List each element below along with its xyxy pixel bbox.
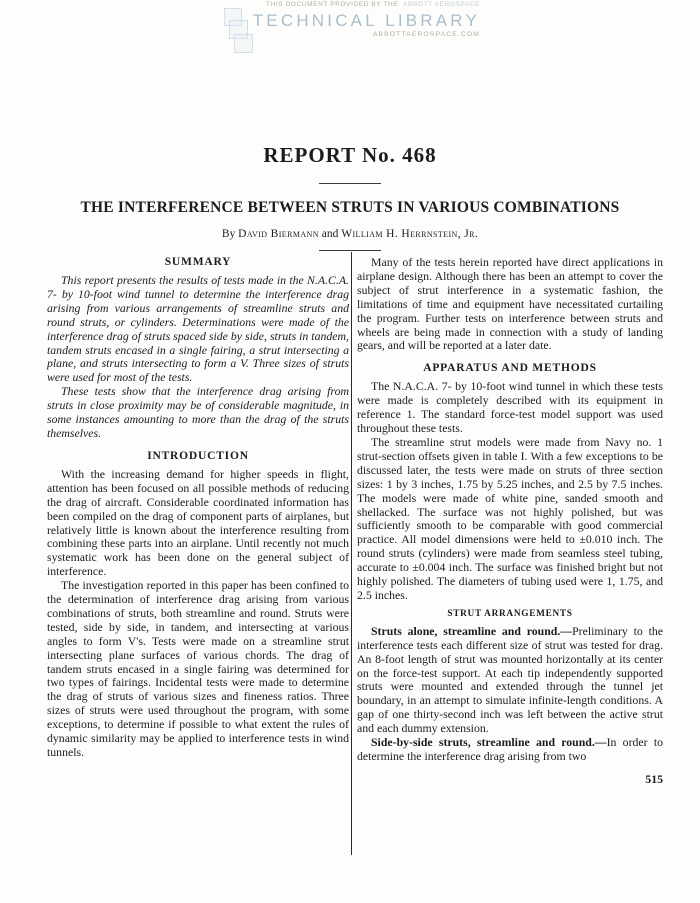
introduction-heading: INTRODUCTION <box>147 449 249 462</box>
byline <box>0 228 700 240</box>
watermark-provider-prefix: THIS DOCUMENT PROVIDED BY THE <box>266 1 399 8</box>
strut-arrangements-heading: STRUT ARRANGEMENTS <box>447 608 573 619</box>
right-column <box>357 256 663 787</box>
watermark-provider-line <box>222 2 480 9</box>
struts-alone-paragraph <box>357 625 663 736</box>
applications-paragraph: Many of the tests herein reported have direct applications in airplane design. Although there has been an attempt to cover the subject of strut interference in a systematic fashion, the limitations of time and equipment have necessitated curtailing the program. Further tests on interference between struts and wheels are being made in connection with a study of landing gears, and will be reported at a later date. <box>357 255 663 353</box>
stacked-pages-icon <box>224 6 254 58</box>
byline-prefix: By <box>221 228 236 240</box>
title-rule-bottom <box>319 250 381 251</box>
summary-heading: SUMMARY <box>164 256 232 268</box>
apparatus-paragraph: The N.A.C.A. 7- by 10-foot wind tunnel in which these tests were made is completely described with its equipment in reference 1. The standard force-test model support was used throughout these tests. <box>357 379 663 436</box>
watermark-brand: ABBOTT AEROSPACE <box>403 1 480 8</box>
struts-alone-lead: Struts alone, streamline and round.— <box>371 623 573 638</box>
apparatus-heading: APPARATUS AND METHODS <box>423 362 597 375</box>
report-number: REPORT No. 468 <box>263 143 437 167</box>
side-by-side-lead: Side-by-side struts, streamline and round.— <box>371 735 607 750</box>
watermark <box>222 2 480 38</box>
introduction-paragraph: The investigation reported in this paper has been confined to the determination of interference drag arising from various combinations of struts, both streamline and round. Struts were tested, side by side, in tandem, and intersecting at various angles to form V's. Tests were made on a streamline strut intersecting plane surfaces of various chords. The drag of tandem struts encased in a single fairing was determined for two types of fairings. Incidental tests were made to determine the drag of struts of various sizes and fineness ratios. Three sizes of struts were used throughout the program, with some exceptions, to determine if possible to what extent the rules of dynamic similarity may be applied to interference tests in wind tunnels. <box>47 578 349 759</box>
watermark-website: ABBOTTAEROSPACE.COM <box>372 30 480 38</box>
byline-conjunction: and <box>321 228 339 240</box>
report-title: THE INTERFERENCE BETWEEN STRUTS IN VARIOUS COMBINATIONS <box>80 199 620 216</box>
side-by-side-paragraph <box>357 736 663 764</box>
author-2: William H. Herrnstein, Jr. <box>341 228 479 240</box>
left-column <box>47 256 349 760</box>
title-block <box>0 143 700 251</box>
column-divider-rule <box>351 252 352 855</box>
side-by-side-text: In order to determine the interference drag arising from two <box>357 735 663 763</box>
technical-library-title: TECHNICAL LIBRARY <box>252 10 480 30</box>
apparatus-paragraph: The streamline strut models were made from Navy no. 1 strut-section offsets given in table I. With a few exceptions to be discussed later, the tests were made on struts of three section sizes: 1 by 3 inches, 1.75 by 5.25 inches, and 2.5 by 7.5 inches. The models were made of white pine, sanded smooth and shellacked. The surface was not highly polished, but was sufficiently smooth to be comparable with good commercial practice. All model dimensions were held to ±0.010 inch. The round struts (cylinders) were made from seamless steel tubing, accurate to ±0.004 inch. The surface was finished bright but not highly polished. The diameters of tubing used were 1, 1.75, and 2.5 inches. <box>357 434 663 602</box>
author-1: David Biermann <box>238 228 319 240</box>
page-number: 515 <box>645 771 663 786</box>
struts-alone-text: Preliminary to the interference tests each different size of strut was tested for drag. An 8-foot length of strut was mounted horizontally at its center on the force-test support. At each tip independently supported struts were mounted and extended through the tunnel jet boundary, in an attempt to simulate infinite-length conditions. A gap of one thirty-second inch was left between the active strut and each dummy extension. <box>357 623 663 736</box>
title-rule-top <box>319 183 381 184</box>
introduction-paragraph: With the increasing demand for higher speeds in flight, attention has been focused on all possible methods of reducing the drag of aircraft. Considerable coordinated information has been compiled on the drag of component parts of airplanes, but relatively little is known about the interference resulting from combining these parts into an airplane. Until recently not much systematic work has been done on the general subject of interference. <box>47 466 349 579</box>
summary-paragraph: This report presents the results of tests made in the N.A.C.A. 7- by 10-foot wind tunnel to determine the interference drag arising from various arrangements of streamline struts and round struts, or cylinders. Determinations were made of the interference drag of struts spaced side by side, struts in tandem, tandem struts encased in a single fairing, a strut intersecting a plane, and struts intersecting to form a V. Three sizes of struts were used for most of the tests. <box>47 273 349 385</box>
summary-paragraph: These tests show that the interference drag arising from struts in close proximity may be of considerable magnitude, in some instances amounting to more than the drag of the struts themselves. <box>47 384 349 440</box>
